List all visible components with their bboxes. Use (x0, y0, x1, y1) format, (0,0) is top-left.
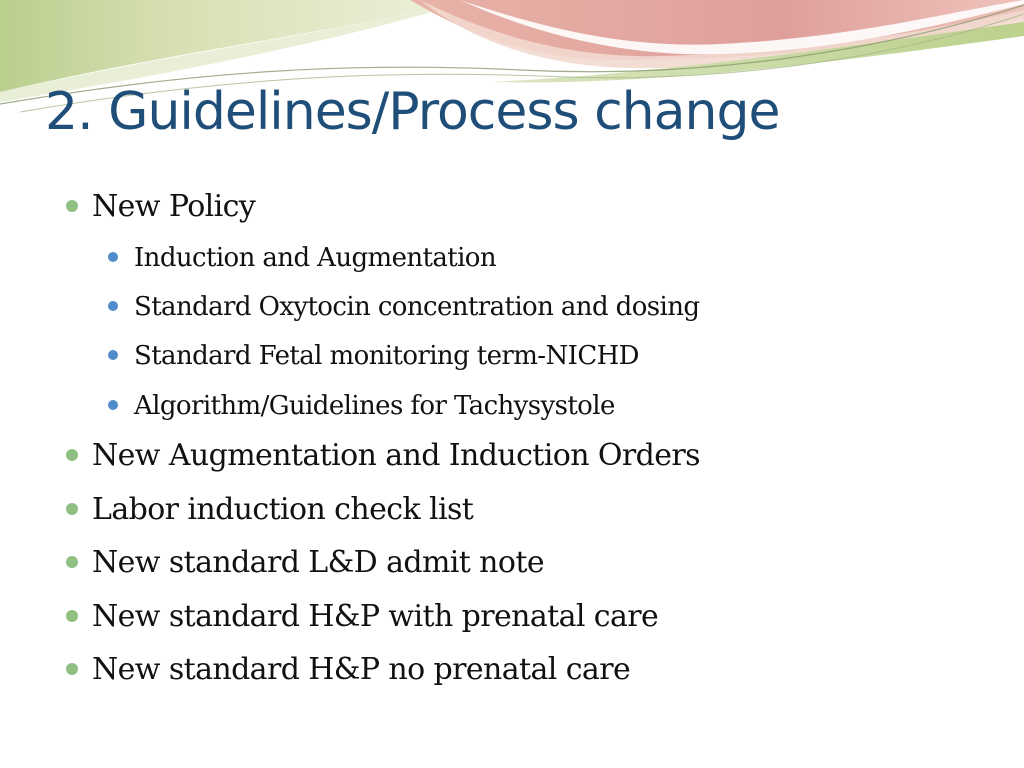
list-item: New standard L&D admit note (92, 545, 544, 580)
bullet-icon (108, 400, 118, 410)
bullet-icon (66, 503, 78, 515)
list-item: Standard Oxytocin concentration and dosing (134, 292, 700, 322)
list-item: New Augmentation and Induction Orders (92, 438, 700, 473)
bullet-icon (66, 449, 78, 461)
list-item: Induction and Augmentation (134, 243, 497, 273)
list-item: Standard Fetal monitoring term-NICHD (134, 341, 639, 371)
bullet-icon (66, 663, 78, 675)
bullet-icon (108, 252, 118, 262)
bullet-icon (108, 350, 118, 360)
list-item: New standard H&P with prenatal care (92, 599, 659, 634)
list-item: New standard H&P no prenatal care (92, 652, 631, 687)
list-item: New Policy (92, 189, 256, 224)
bullet-icon (66, 556, 78, 568)
bullet-icon (66, 200, 78, 212)
bullet-icon (108, 301, 118, 311)
slide-title: 2. Guidelines/Process change (45, 82, 780, 142)
list-item: Algorithm/Guidelines for Tachysystole (134, 391, 615, 421)
bullet-icon (66, 610, 78, 622)
list-item: Labor induction check list (92, 492, 474, 527)
